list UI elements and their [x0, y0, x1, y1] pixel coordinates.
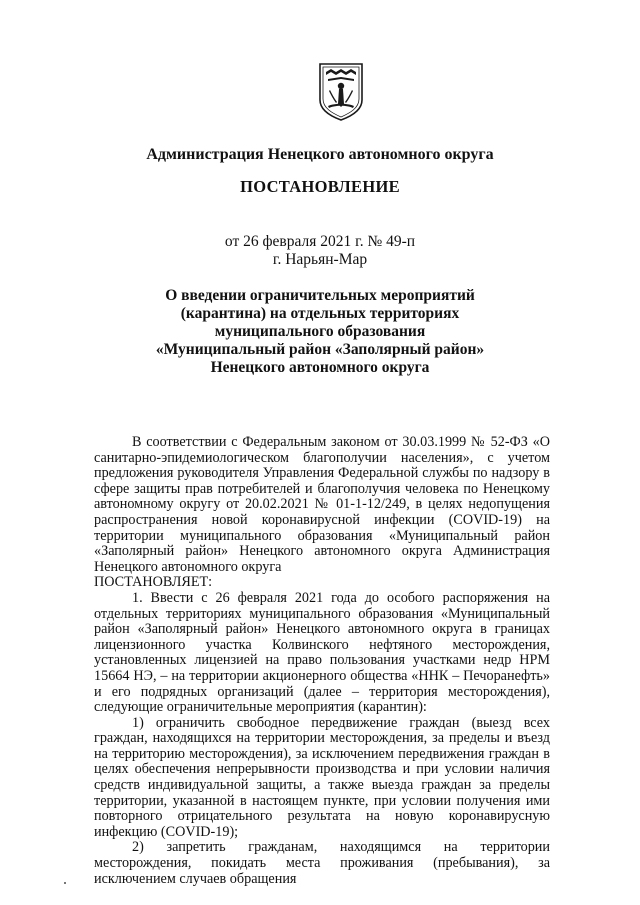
- document-body: [94, 435, 550, 887]
- title-line: Ненецкого автономного округа: [210, 359, 430, 376]
- preamble-paragraph: В соответствии с Федеральным законом от 30.03.1999 № 52-ФЗ «О санитарно-эпидемиологическом благополучии населения», с учетом предложения руководителя Управления Федеральной службы по надзору в сфере защиты прав потребителей и благополучия человека по Ненецкому автономному округу от 20.02.2021 № 01-1-12/249, в целях недопущения распространения новой коронавирусной инфекции (COVID-19) на территории муниципального образования «Муниципальный район «Заполярный район» Ненецкого автономного округа Администрация Ненецкого автономного округа: [94, 434, 550, 575]
- item-1-paragraph: 1. Ввести с 26 февраля 2021 года до особого распоряжения на отдельных территориях муниципального образования «Муниципальный район «Заполярный район» Ненецкого автономного округа в границах лицензионного участка Колвинского нефтяного месторождения, установленных лицензией на право пользования участками недр НРМ 15664 НЭ, – на территории акционерного общества «ННК – Печоранефть» и его подрядных организаций (далее – территория месторождения), следующие ограничительные мероприятия (карантин):: [94, 589, 550, 716]
- organization-name: Администрация Ненецкого автономного округа: [146, 146, 494, 163]
- document-type: ПОСТАНОВЛЕНИЕ: [240, 177, 400, 196]
- resolves-label: ПОСТАНОВЛЯЕТ:: [94, 574, 213, 591]
- document-date-number: от 26 февраля 2021 г. № 49-п: [224, 233, 416, 250]
- title-line: «Муниципальный район «Заполярный район»: [155, 341, 485, 358]
- title-line: О введении ограничительных мероприятий: [165, 287, 475, 304]
- title-line: (карантина) на отдельных территориях: [180, 305, 460, 322]
- scan-dot: [64, 882, 66, 884]
- title-line: муниципального образования: [214, 323, 426, 340]
- emblem-icon: [316, 60, 366, 122]
- document-title: [110, 287, 530, 377]
- subitem-2-paragraph: 2) запретить гражданам, находящимся на территории месторождения, покидать места проживания (пребывания), за исключением случаев обращения: [94, 839, 550, 887]
- subitem-1-paragraph: 1) ограничить свободное передвижение граждан (выезд всех граждан, находящихся на территории месторождения, за пределы и въезд на территорию месторождения), за исключением передвижения граждан в целях обеспечения непрерывности производства и при условии наличия средств индивидуальной защиты, а также выезда граждан за пределы территории, указанной в настоящем пункте, при условии получения ими повторного отрицательного результата на новую коронавирусную инфекцию (COVID-19);: [94, 714, 550, 840]
- document-place: г. Нарьян-Мар: [272, 251, 368, 268]
